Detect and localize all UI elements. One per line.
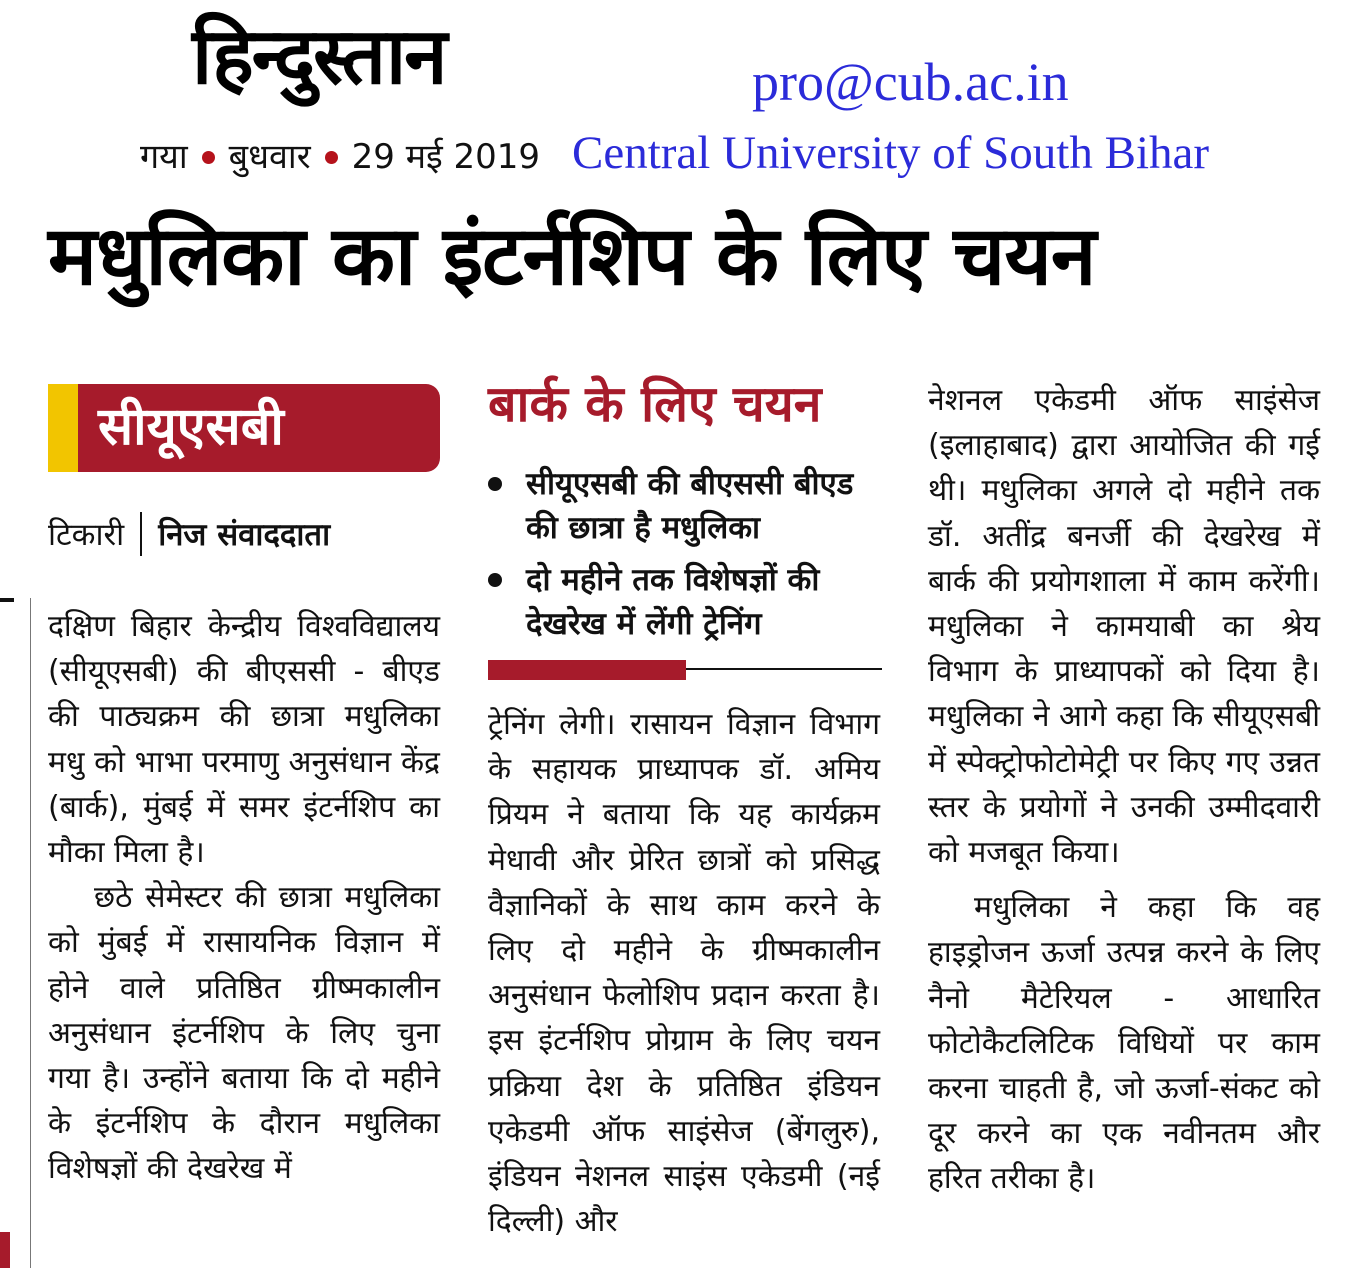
sidebar-subhead: बार्क के लिए चयन: [488, 375, 822, 433]
paragraph: नेशनल एकेडमी ऑफ साइंसेज (इलाहाबाद) द्वारा आयोजित की गई थी। मधुलिका अगले दो महीने तक डॉ. अतींद्र बनर्जी की देखरेख में बार्क की प्रयोगशाला में काम करेंगी। मधुलिका ने कामयाबी का श्रेय विभाग के प्राध्यापकों को दिया है। मधुलिका ने आगे कहा कि सीयूएसबी में स्पेक्ट्रोफोटोमेट्री पर किए गए उन्नत स्तर के प्रयोगों ने उनकी उम्मीदवारी को मजबूत किया।: [928, 383, 1320, 871]
dateline-city: गया: [140, 137, 188, 177]
edge-mark: [0, 1232, 10, 1268]
byline: [48, 512, 330, 556]
section-divider: [488, 660, 686, 680]
dateline-day: बुधवार: [228, 137, 311, 177]
section-tag-label: सीयूएसबी: [98, 397, 284, 457]
paragraph: दक्षिण बिहार केन्द्रीय विश्वविद्यालय (सीयूएसबी) की बीएससी - बीएड की पाठ्यक्रम की छात्रा मधुलिका मधु को भाभा परमाणु अनुसंधान केंद्र (बार्क), मुंबई में समर इंटर्नशिप का मौका मिला है।: [48, 609, 440, 871]
dateline: [140, 137, 541, 177]
article-column-1: [48, 604, 440, 1192]
newspaper-masthead: हिन्दुस्तान: [192, 11, 446, 102]
contact-email[interactable]: pro@cub.ac.in: [752, 52, 1069, 112]
bullet-dot-icon: [325, 151, 338, 164]
bullet-icon: [488, 477, 502, 491]
paragraph: ट्रेनिंग लेगी। रासायन विज्ञान विभाग के सहायक प्राध्यापक डॉ. अमिय प्रियम ने बताया कि यह कार्यक्रम मेधावी और प्रेरित छात्रों को प्रसिद्ध वैज्ञानिकों के साथ काम करने के लिए दो महीने के ग्रीष्मकालीन अनुसंधान फेलोशिप प्रदान करता है। इस इंटर्नशिप प्रोग्राम के लिए चयन प्रक्रिया देश के प्रतिष्ठित इंडियन एकेडमी ऑफ साइंसेज (बेंगलुरु), इंडियन नेशनल साइंस एकेडमी (नई दिल्ली) और: [488, 707, 880, 1240]
section-divider-line: [686, 668, 882, 670]
bullet-text: दो महीने तक विशेषज्ञों की देखरेख में लेंगी ट्रेनिंग: [526, 562, 820, 642]
list-item: [488, 558, 888, 646]
highlight-bullets: [488, 462, 888, 654]
edge-mark: [0, 598, 14, 602]
byline-reporter: निज संवाददाता: [158, 517, 331, 553]
bullet-dot-icon: [202, 151, 215, 164]
list-item: [488, 462, 888, 550]
university-name: Central University of South Bihar: [572, 127, 1210, 179]
article-column-3: [928, 378, 1320, 1202]
paragraph: छठे सेमेस्टर की छात्रा मधुलिका को मुंबई में रासायनिक विज्ञान में होने वाले प्रतिष्ठित ग्रीष्मकालीन अनुसंधान इंटर्नशिप के लिए चुना गया है। उन्होंने बताया कि दो महीने के इंटर्नशिप के दौरान मधुलिका विशेषज्ञों की देखरेख में: [48, 880, 440, 1187]
byline-place: टिकारी: [48, 517, 125, 553]
dateline-date: 29 मई 2019: [351, 137, 541, 177]
bullet-icon: [488, 573, 502, 587]
column-rule: [30, 598, 31, 1268]
byline-separator: [140, 512, 142, 556]
section-tag-stripe: [48, 384, 78, 472]
article-column-2: [488, 702, 880, 1244]
bullet-text: सीयूएसबी की बीएससी बीएड की छात्रा है मधुलिका: [526, 466, 854, 546]
article-headline: मधुलिका का इंटर्नशिप के लिए चयन: [48, 209, 1096, 304]
paragraph: मधुलिका ने कहा कि वह हाइड्रोजन ऊर्जा उत्पन्न करने के लिए नैनो मैटेरियल - आधारित फोटोकैटलिटिक विधियों पर काम करना चाहती है, जो ऊर्जा-संकट को दूर करने का एक नवीनतम और हरित तरीका है।: [928, 890, 1320, 1197]
